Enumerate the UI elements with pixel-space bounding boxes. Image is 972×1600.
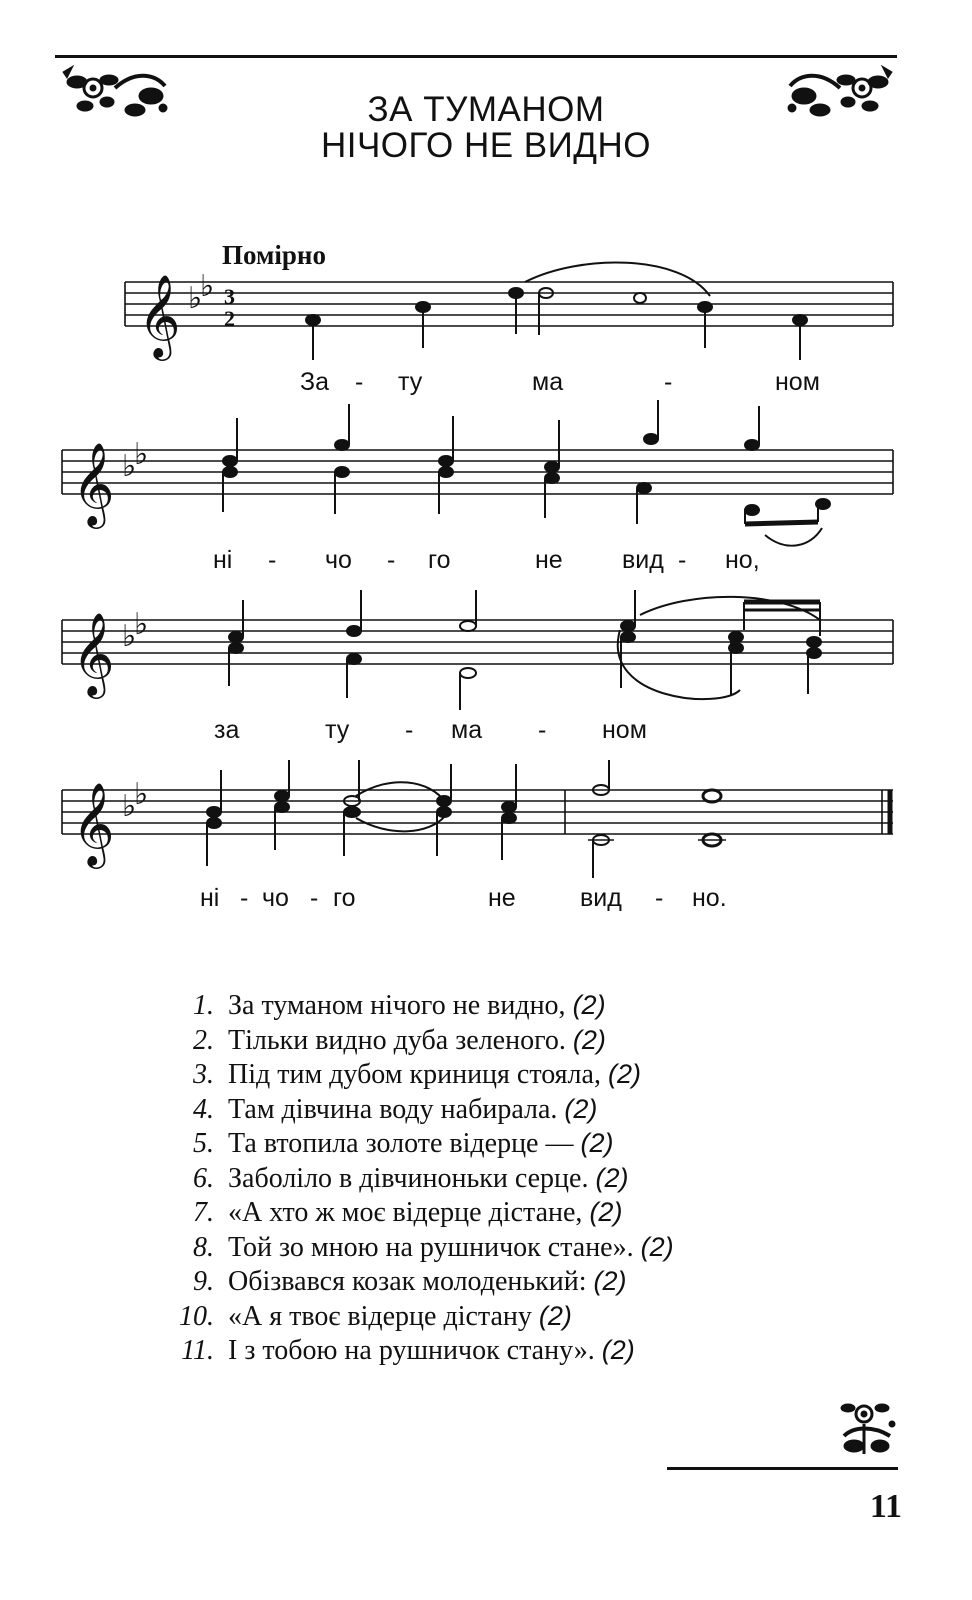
lyric-syllable: -	[655, 884, 664, 912]
time-sig-top: 3	[224, 284, 235, 309]
top-rule	[55, 55, 897, 58]
music-staff-1	[0, 260, 972, 370]
lyric-syllable: ном	[775, 368, 820, 396]
lyric-syllable: но,	[725, 546, 760, 574]
lyric-syllable: -	[240, 884, 249, 912]
floral-corner-ornament-icon	[834, 1396, 900, 1462]
lyric-syllable: ні	[213, 546, 233, 574]
verse-line: 9. Обізвався козак молоденький: (2)	[193, 1266, 627, 1297]
lyric-syllable: не	[488, 884, 516, 912]
lyric-syllable: ту	[398, 368, 423, 396]
lyric-syllable: -	[538, 716, 547, 744]
verse-line: 6. Заболіло в дівчиноньки серце. (2)	[193, 1162, 629, 1194]
lyric-syllable: -	[355, 368, 364, 396]
svg-text:♭: ♭	[134, 607, 149, 642]
verse-line: 11. І з тобою на рушничок стану». (2)	[181, 1335, 635, 1366]
verse-line: 2. Тільки видно дуба зеленого. (2)	[193, 1024, 606, 1056]
svg-text:♭: ♭	[122, 619, 137, 654]
svg-text:♭: ♭	[122, 449, 137, 484]
song-title-line1: ЗА ТУМАНОМ	[367, 90, 605, 129]
song-title-line2: НІЧОГО НЕ ВИДНО	[320, 126, 652, 165]
svg-text:♭: ♭	[134, 777, 149, 812]
lyric-syllable: -	[387, 546, 396, 574]
svg-text:𝄞: 𝄞	[72, 781, 115, 865]
svg-text:𝄞: 𝄞	[72, 611, 115, 695]
verse-line: 1. За туманом нічого не видно, (2)	[193, 990, 606, 1021]
lyric-syllable: ном	[602, 716, 647, 744]
lyric-syllable: за	[214, 716, 240, 744]
lyric-syllable: не	[535, 546, 563, 574]
svg-text:♭: ♭	[122, 789, 137, 824]
lyric-syllable: но.	[692, 884, 727, 912]
bottom-rule	[667, 1467, 898, 1470]
lyric-syllable: чо	[325, 546, 352, 574]
svg-text:♭: ♭	[134, 437, 149, 472]
svg-text:𝄞: 𝄞	[138, 273, 181, 357]
verse-line: 4. Там дівчина воду набирала. (2)	[193, 1093, 598, 1125]
page-number: 11	[869, 1488, 902, 1525]
time-sig-bottom: 2	[224, 306, 235, 331]
verse-line: 10. «А я твоє відерце дістану (2)	[179, 1300, 572, 1332]
verse-line: 3. Під тим дубом криниця стояла, (2)	[193, 1059, 641, 1090]
lyric-syllable: ма	[532, 368, 564, 396]
lyric-syllable: -	[664, 368, 673, 396]
lyric-syllable: го	[428, 546, 451, 574]
lyric-syllable: ту	[325, 716, 350, 744]
lyric-syllable: -	[268, 546, 277, 574]
lyric-syllable: За	[300, 368, 330, 396]
music-staff-3	[0, 590, 972, 740]
lyric-syllable: ма	[451, 716, 483, 744]
music-staff-2	[0, 400, 972, 560]
svg-text:♭: ♭	[188, 281, 203, 316]
lyric-syllable: -	[405, 716, 414, 744]
lyric-syllable: вид	[580, 884, 622, 912]
verse-line: 7. «А хто ж моє відерце дістане, (2)	[193, 1197, 623, 1228]
lyric-syllable: го	[333, 884, 356, 912]
lyric-syllable: ні	[200, 884, 220, 912]
tempo-marking: Помірно	[222, 240, 326, 270]
svg-text:♭: ♭	[200, 269, 215, 304]
verse-list	[160, 990, 860, 1370]
lyric-syllable: вид	[622, 546, 664, 574]
verse-line: 5. Та втопила золоте відерце — (2)	[193, 1128, 614, 1159]
verse-line: 8. Той зо мною на рушничок стане». (2)	[193, 1231, 674, 1263]
lyric-syllable: -	[678, 546, 687, 574]
lyric-syllable: -	[310, 884, 319, 912]
music-staff-4	[0, 760, 972, 900]
svg-text:𝄞: 𝄞	[72, 441, 115, 525]
lyric-syllable: чо	[262, 884, 289, 912]
